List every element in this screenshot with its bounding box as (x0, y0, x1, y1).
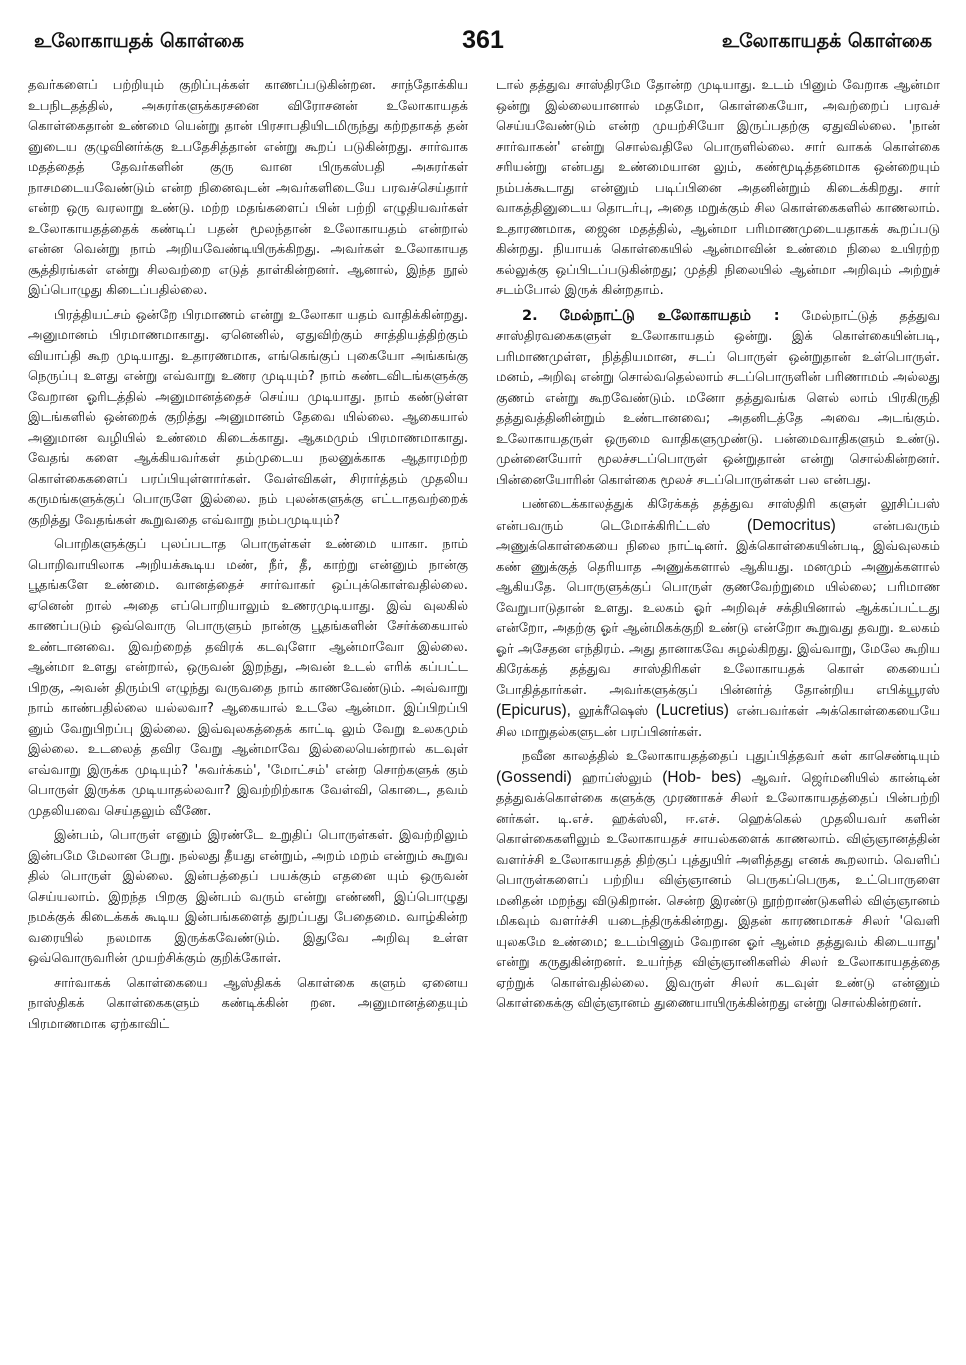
left-column (28, 76, 468, 1039)
text-run: லூக்ரீஷெஸ் (578, 704, 649, 719)
paragraph: பிரத்தியட்சம் ஒன்றே பிரமாணம் என்று உலோகா யதம் வாதிக்கின்றது. அனுமானம் பிரமாணமாகாது. ஏனெனில், ஏதுவிற்கும் சாத்தியத்திற்கும் வியாப்தி கூற முடியாது. உதாரணமாக, எங்கெங்குப் புகையோ அங்கங்கு நெருப்பு உளது என்று எவ்வாறு உணர முடியும்? நாம் கண்டவிடங்களுக்கு வேறான ஓரிடத்தில் அனுமானத்தைச் செய்ய முடியாது. நாம் கண்டுள்ள இடங்களில் ஒன்றைக் குறித்து அனுமானம் தேவை யில்லை. ஆகையால் அனுமான வழியில் உண்மை கிடைக்காது. ஆகமமும் பிரமாணமாகாது. வேதங் களை ஆக்கியவர்கள் தம்முடைய நலனுக்காக ஆதாரமற்ற கொள்கைகளைப் பரப்பியுள்ளார்கள். வேள்விகள், சிரார்த்தம் முதலிய கருமங்களுக்குப் பொருளே இல்லை. நம் புலன்களுக்கு எட்டாதவற்றைக் குறித்து வேதங்கள் கூறுவதை எவ்வாறு நம்பமுடியும்? (28, 307, 468, 528)
paragraph (496, 747, 940, 1015)
text-run: என்பவர்கள் அக்கொள்கையையே சில மாறுதல்களுடன் பரப்பினர்கள். (496, 704, 940, 740)
latin-name: (Hob- bes) (662, 768, 742, 786)
page-header (34, 26, 932, 62)
paragraph: டால் தத்துவ சாஸ்திரமே தோன்ற முடியாது. உடம் பினும் வேறாக ஆன்மா ஒன்று இல்லையானால் மதமோ, கொள்கையோ, அவற்றைப் பரவச் செய்யவேண்டும் என்ற முயற்சியோ இருப்பதற்கு ஏதுவில்லை. 'நான் சார்வாகன்' என்று சொல்வதிலே பொருளில்லை. சார் வாகக் கொள்கை சரியன்று என்பது உண்மையான லும், கண்மூடித்தனமாக ஒன்றையும் நம்பக்கூடாது என்னும் படிப்பினை அதனின்றும் கிடைக்கிறது. சார் வாகத்தினுடைய தொடர்பு, அதை மறுக்கும் சில கொள்கைகளில் காணலாம். உதாரணமாக, ஜைன மதத்தில், ஆன்மா பரிமாணமுடையதாகக் கூறப்படு கின்றது. நியாயக் கொள்கையில் ஆன்மாவின் உண்மை நிலை உயிரற்ற கல்லுக்கு ஒப்பிடப்படுகின்றது; முத்தி நிலையில் ஆன்மா அறிவும் அற்றுச் சடம்போல் இருக் கின்றதாம். (496, 78, 940, 298)
page-number: 361 (462, 26, 504, 54)
paragraph: இன்பம், பொருள் எனும் இரண்டே உறுதிப் பொருள்கள். இவற்றிலும் இன்பமே மேலான பேறு. நல்லது தீயது என்றும், அறம் மறம் என்றும் கூறுவ தில் பொருள் இல்லை. இன்பத்தைப் பயக்கும் எதனை யும் ஒருவன் செய்யலாம். இறந்த பிறகு இன்பம் வரும் என்று எண்ணி, இப்பொழுது நமக்குக் கிடைக்கக் கூடிய இன்பங்களைத் துறப்பது பேதைமை. வாழ்கின்ற வரையில் நலமாக இருக்கவேண்டும். இதுவே அறிவு உள்ள ஒவ்வொருவரின் முயற்சிக்கும் குறிக்கோள். (28, 828, 468, 966)
paragraph: பொறிகளுக்குப் புலப்படாத பொருள்கள் உண்மை யாகா. நாம் பொறிவாயிலாக அறியக்கூடிய மண், நீர், தீ, காற்று என்னும் நான்கு பூதங்களே உண்மை. வானத்தைச் சார்வாகர் ஒப்புக்கொள்வதில்லை. ஏனென் றால் அதை எப்பொறியாலும் உணரமுடியாது. இவ் வுலகில் காணப்படும் ஒவ்வொரு பொருளும் நான்கு பூதங்களின் சேர்க்கையால் உண்டானவை. இவற்றைத் தவிரக் கடவுளோ ஆன்மாவோ இல்லை. ஆன்மா உளது என்றால், ஒருவன் இறந்து, அவன் உடல் எரிக் கப்பட்ட பிறகு, அவன் திரும்பி எழுந்து வருவதை நாம் காணவேண்டும். அவ்வாறு நாம் காண்பதில்லை யல்லவா? ஆகையால் உடலே ஆன்மா. இப்பிறப்பி னும் வேறுபிறப்பு இல்லை. இவ்வுலகத்தைக் காட்டி லும் வேறு உலகமும் இல்லை. உடலைத் தவிர வேறு ஆன்மாவே இல்லையென்றால் கடவுள் எவ்வாறு இருக்க முடியும்? 'சுவர்க்கம்', 'மோட்சம்' என்ற சொற்களுக் கும் பொருள் இருக்க முடியாதல்லவா? இவற்றிற்காக வேள்வி, கொடை, தவம் முதலியவை செய்தலும் வீணே. (28, 537, 468, 819)
paragraph (496, 495, 940, 743)
text-run: ஹாப்ஸ்லும் (581, 770, 653, 786)
text-run: என்பவரும் அணுக்கொள்கையை நிலை நாட்டினர். இக்கொள்கையின்படி, இவ்வுலகம் கண் ணுக்குத் தெரியாத அணுக்களால் ஆகியது. மனமும் அணுக்களால் ஆகியதே. பொருளுக்குப் பொருள் குணவேற்றுமை யில்லை; பரிமாண வேறுபாடுதான் உளது. உலகம் ஓர் அறிவுச் சக்தியினால் ஆக்கப்பட்டது என்றோ, அதற்கு ஓர் ஆன்மிகக்குறி உண்டு என்றோ கூறுவது தவறு. உலகம் ஓர் அசேதன எந்திரம். அது தானாகவே சுழல்கிறது. இவ்வாறு, மேலே கூறிய கிரேக்கத் தத்துவ சாஸ்திரிகள் உலோகாயதக் கொள் கையைப் போதித்தார்கள். அவர்களுக்குப் பின்னர்த் தோன்றிய எபிக்யூரஸ் (496, 518, 940, 698)
right-column (496, 76, 940, 1019)
text-run: ஆவர். ஜெர்மனியில் கான்டின் தத்துவக்கொள்கை களுக்கு முரணாகச் சிலர் உலோகாயதத்தைப் பின்பற்றி னர்கள். டி.எச். ஹக்ஸ்லி, ஈ.எச். ஹெக்கெல் முதலியவர் களின் கொள்கைகளிலும் உலோகாயதச் சாயல்களைக் காணலாம். விஞ்ஞானத்தின் வளர்ச்சி உலோகாயதத் திற்குப் புத்துயிர் அளித்தது எனக் கூறலாம். வெளிப் பொருள்களைப் பற்றிய விஞ்ஞானம் பெருகப்பெருக, உட்பொருளை மனிதன் மறந்து விடுகிறான். சென்ற இரண்டு நூற்றாண்டுகளில் விஞ்ஞானம் மிகவும் வளர்ச்சி யடைந்திருக்கின்றது. இதன் காரணமாகச் சிலர் 'வெளி யுலகமே உண்மை; உடம்பினும் வேறான ஓர் ஆன்ம தத்துவம் கிடையாது' என்று கருதுகின்றனர். உயர்ந்த விஞ்ஞானிகளில் சிலர் உலோகாயதத்தை ஏற்றுக் கொள்வதில்லை. இவருள் சிலர் கடவுள் உண்டு என்னும் கொள்கைக்கு விஞ்ஞானம் துணையாயிருக்கின்றது என்று சொல்கின்றனர். (496, 770, 941, 1011)
running-title-left: உலோகாயதக் கொள்கை (34, 30, 245, 52)
paragraph: தவர்களைப் பற்றியும் குறிப்புக்கள் காணப்படுகின்றன. சாந்தோக்கிய உபநிடதத்தில், அசுரர்களுக்கரசனை விரோசனன் உலோகாயதக் கொள்கைதான் உண்மை யென்று தான் பிரசாபதியிடமிருந்து கற்றதாகத் தன் னுடைய குழுவினர்க்கு உபதேசித்தான் என்று கூறப் படுகின்றது. சார்வாக மதத்தைத் தேவர்களின் குரு வான பிருகஸ்பதி அசுரர்கள் நாசமடையவேண்டும் என்ற நினைவுடன் அவர்களிடையே பரவச்செய்தார் என்ற ஒரு வரலாறு உண்டு. மற்ற மதங்களைப் பின் பற்றி எழுதியவர்கள் உலோகாயதத்தைக் கண்டிப் பதன் மூலந்தான் உலோகாயதம் என்றால் என்ன வென்று நாம் அறியவேண்டியிருக்கிறது. அவர்கள் உலோகாயத சூத்திரங்கள் என்று சிலவற்றை எடுத் தாள்கின்றனர். ஆனால், இந்த நூல் இப்பொழுது கிடைப்பதில்லை. (28, 78, 468, 298)
text-run: பண்டைக்காலத்துக் கிரேக்கத் தத்துவ சாஸ்திரி களுள் லூசிப்பஸ் என்பவரும் டெமோக்கிரிட்டஸ் (496, 497, 940, 534)
section-heading: மேல்நாட்டு உலோகாயதம் : (559, 307, 780, 324)
latin-name: (Democritus) (747, 516, 836, 534)
latin-name: (Lucretius) (655, 702, 729, 719)
text-run: நவீன காலத்தில் உலோகாயதத்தைப் புதுப்பித்தவர் கள் காசெண்டியும் (522, 749, 940, 764)
latin-name: (Gossendi) (496, 768, 572, 786)
section-text: மேல்நாட்டுத் தத்துவ சாஸ்திரவகைகளுள் உலோகாயதம் ஒன்று. இக் கொள்கையின்படி, பரிமாணமுள்ள, நித்தியமான, சடப் பொருள் ஒன்றுதான் உள்பொருள். மனம், அறிவு என்று சொல்வதெல்லாம் சடப்பொருளின் பரிணாமம் அல்லது குணம் என்று கூறவேண்டும். மனோ தத்துவங்க ளெல் லாம் பிரகிருதி தத்துவத்தினின்றும் உண்டானவை; அதனிடத்தே அவை அடங்கும். உலோகாயதருள் ஒருமை வாதிகளுமுண்டு. பன்மைவாதிகளும் உண்டு. முன்னையோர் மூலச்சடப்பொருள் ஒன்றுதான் என்று சொல்கின்றனர். பின்னையோரின் கொள்கை மூலச் சடப்பொருள்கள் பல என்பது. (496, 308, 940, 488)
section-number: 2. (522, 307, 538, 324)
running-title-right: உலோகாயதக் கொள்கை (721, 30, 932, 52)
section-paragraph (496, 306, 940, 492)
latin-name: (Epicurus), (496, 702, 571, 719)
paragraph: சார்வாகக் கொள்கையை ஆஸ்திகக் கொள்கை களும் ஏனைய நாஸ்திகக் கொள்கைகளும் கண்டிக்கின் றன. அனுமானத்தையும் பிரமாணமாக ஏற்காவிட் (28, 975, 468, 1032)
